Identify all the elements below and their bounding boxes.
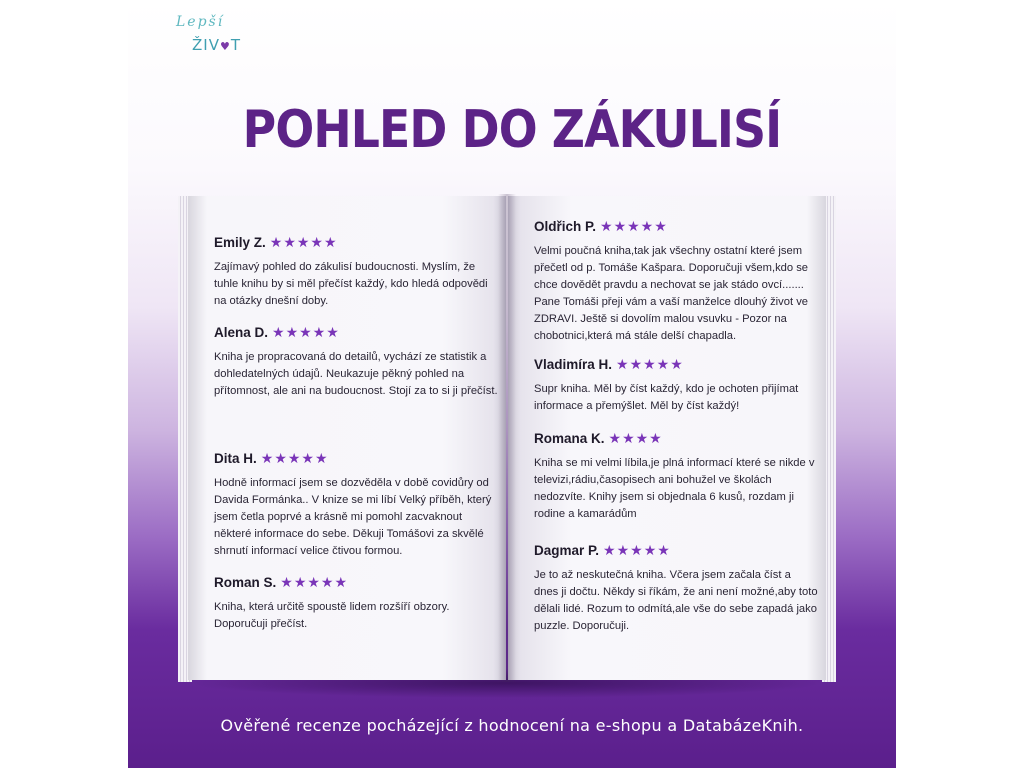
footer-caption: Ověřené recenze pocházející z hodnocení na e-shopu a DatabázeKnih. bbox=[220, 716, 804, 735]
reviewer-name: Dita H. bbox=[214, 451, 257, 466]
review-text: Kniha je propracovaná do detailů, vychází ze statistik a dohledatelných údajů. Neukazuje pěkný pohled na přítomnost, ale ani na budoucnost. Stojí za to si ji přečíst. bbox=[214, 351, 498, 397]
review-text: Kniha, která určitě spoustě lidem rozšíří obzory. Doporučuji přečíst. bbox=[214, 601, 450, 630]
logo-bottom-left: ŽIV bbox=[192, 36, 220, 54]
review-card bbox=[214, 234, 498, 310]
star-rating-icon: ★★★★★ bbox=[260, 450, 329, 466]
star-rating-icon: ★★★★★ bbox=[272, 324, 340, 340]
open-book bbox=[176, 190, 838, 690]
left-page bbox=[188, 196, 506, 680]
review-text: Velmi poučná kniha,tak jak všechny ostatní které jsem přečetl od p. Tomáše Kašpara. Doporučuji všem,kdo se chce dovědět pravdu a nechovat se jak stádo ovcí....... Pane Tomáši přeji vám a vaší manželce dlouhý život ve ZDRAVI. Ještě si dovolím malou vsuvku - Pozor na chobotnici,která má stále delší chapadla. bbox=[534, 245, 809, 342]
book-spine bbox=[498, 194, 516, 682]
promo-graphic bbox=[128, 0, 896, 768]
review-card bbox=[534, 430, 818, 523]
star-rating-icon: ★★★★★ bbox=[269, 234, 338, 250]
star-rating-icon: ★★★★★ bbox=[616, 356, 684, 372]
logo-top-text: Lepší bbox=[176, 14, 225, 30]
logo-bottom-text bbox=[192, 36, 241, 54]
review-text: Je to až neskutečná kniha. Včera jsem začala číst a dnes ji dočtu. Někdy si říkám, že ani není možné,aby toto dělali lidé. Rozum to odmítá,ale vše do sebe zapadá jako puzzle. Doporučuji. bbox=[534, 569, 818, 632]
review-card bbox=[214, 324, 498, 400]
review-card bbox=[534, 542, 818, 635]
review-card bbox=[534, 356, 818, 415]
review-card bbox=[214, 574, 498, 633]
reviewer-name: Alena D. bbox=[214, 325, 269, 340]
reviewer-name: Emily Z. bbox=[214, 235, 266, 250]
star-rating-icon: ★★★★★ bbox=[280, 574, 349, 590]
reviewer-name: Roman S. bbox=[214, 575, 277, 590]
star-rating-icon: ★★★★★ bbox=[603, 542, 671, 558]
reviewer-name: Dagmar P. bbox=[534, 543, 600, 558]
star-rating-icon: ★★★★★ bbox=[600, 218, 668, 234]
right-page bbox=[508, 196, 826, 680]
logo-bottom-right: T bbox=[230, 36, 242, 54]
review-text: Hodně informací jsem se dozvěděla v době covidůry od Davida Formánka.. V knize se mi líbí Velký příběh, který jsem četla poprvé a krásně mi pomohl zacvaknout některé informace do sebe. Děkuji Tomášovi za skvělé shrnutí informací velice čtivou formou. bbox=[214, 477, 492, 557]
reviewer-name: Romana K. bbox=[534, 431, 605, 446]
star-rating-icon: ★★★★ bbox=[608, 430, 663, 446]
review-text: Supr kniha. Měl by číst každý, kdo je ochoten přijímat informace a přemýšlet. Měl by číst každý! bbox=[534, 383, 799, 412]
reviewer-name: Vladimíra H. bbox=[534, 357, 613, 372]
reviewer-name: Oldřich P. bbox=[534, 219, 597, 234]
page-title: POHLED DO ZÁKULISÍ bbox=[242, 100, 782, 160]
heart-icon: ♥ bbox=[219, 40, 231, 53]
review-card bbox=[534, 218, 818, 345]
review-text: Zajímavý pohled do zákulisí budoucnosti. Myslím, že tuhle knihu by si měl přečíst každý, kdo hledá odpovědi na otázky dnešní doby. bbox=[214, 261, 488, 307]
review-card bbox=[214, 450, 498, 560]
review-text: Kniha se mi velmi líbila,je plná informací které se nikde v televizi,rádiu,časopisech ani bohužel ve školách nedozvíte. Knihy jsem si objednala 6 kusů, rozdam ji rodine a kamarádům bbox=[534, 457, 815, 520]
logo bbox=[172, 14, 258, 60]
